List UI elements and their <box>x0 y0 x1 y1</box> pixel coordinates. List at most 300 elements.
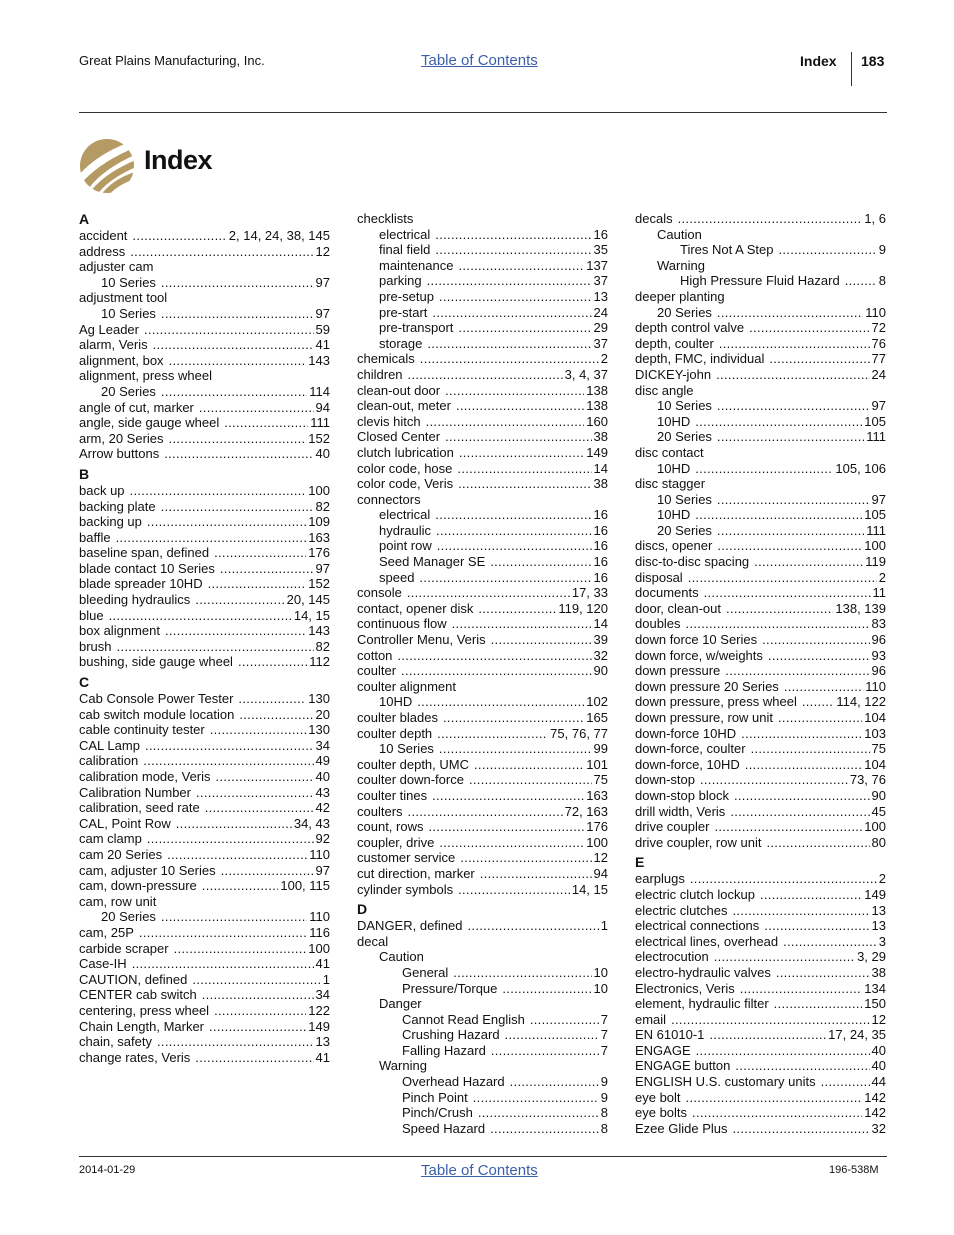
index-entry[interactable] <box>357 538 608 554</box>
index-page-refs[interactable]: 97 <box>315 560 330 576</box>
index-page-refs[interactable]: 38 <box>593 429 608 445</box>
index-page-refs[interactable]: 83 <box>871 616 886 632</box>
index-entry[interactable] <box>357 663 608 679</box>
index-entry[interactable] <box>635 507 886 523</box>
index-page-refs[interactable]: 41 <box>315 956 330 972</box>
index-entry[interactable] <box>635 242 886 258</box>
index-entry[interactable] <box>79 1050 330 1066</box>
index-page-refs[interactable]: 130 <box>308 722 330 738</box>
index-entry[interactable] <box>357 367 608 383</box>
index-page-refs[interactable]: 12 <box>315 243 330 259</box>
index-entry[interactable] <box>357 772 608 788</box>
index-entry[interactable] <box>79 483 330 499</box>
index-entry[interactable] <box>79 972 330 988</box>
index-page-refs[interactable]: 100, 115 <box>280 878 330 894</box>
index-page-refs[interactable]: 39 <box>593 632 608 648</box>
index-page-refs[interactable]: 105 <box>864 507 886 523</box>
index-page-refs[interactable]: 130 <box>308 691 330 707</box>
index-page-refs[interactable]: 97 <box>315 274 330 290</box>
index-entry[interactable] <box>635 726 886 742</box>
index-page-refs[interactable]: 12 <box>593 850 608 866</box>
index-page-refs[interactable]: 10 <box>593 980 608 996</box>
index-page-refs[interactable]: 138 <box>586 382 608 398</box>
index-page-refs[interactable]: 2 <box>878 569 886 585</box>
index-page-refs[interactable]: 40 <box>871 1058 886 1074</box>
index-page-refs[interactable]: 8 <box>600 1120 608 1136</box>
index-page-refs[interactable]: 8 <box>878 273 886 289</box>
index-page-refs[interactable]: 1, 6 <box>864 211 886 226</box>
index-page-refs[interactable]: 105 <box>864 413 886 429</box>
index-page-refs[interactable]: 44 <box>871 1074 886 1090</box>
index-page-refs[interactable]: 111 <box>310 415 330 431</box>
index-entry[interactable] <box>635 305 886 321</box>
index-page-refs[interactable]: 13 <box>315 1034 330 1050</box>
index-page-refs[interactable]: 45 <box>871 803 886 819</box>
index-page-refs[interactable]: 110 <box>309 846 330 862</box>
index-entry[interactable] <box>357 918 608 934</box>
index-page-refs[interactable]: 96 <box>871 663 886 679</box>
index-entry[interactable] <box>357 726 608 742</box>
index-page-refs[interactable]: 14, 15 <box>571 881 608 897</box>
index-entry[interactable] <box>79 987 330 1003</box>
index-page-refs[interactable]: 17, 33 <box>571 585 608 601</box>
index-page-refs[interactable]: 149 <box>308 1018 330 1034</box>
index-entry[interactable] <box>79 228 330 244</box>
index-page-refs[interactable]: 75 <box>593 772 608 788</box>
index-entry[interactable] <box>357 414 608 430</box>
index-page-refs[interactable]: 138 <box>586 398 608 414</box>
index-entry[interactable] <box>357 850 608 866</box>
index-page-refs[interactable]: 34 <box>315 737 330 753</box>
index-page-refs[interactable]: 112 <box>309 654 330 670</box>
index-entry[interactable] <box>357 866 608 882</box>
index-entry[interactable] <box>635 1074 886 1090</box>
index-page-refs[interactable]: 7 <box>600 1011 608 1027</box>
index-entry[interactable] <box>79 722 330 738</box>
index-page-refs[interactable]: 3, 29 <box>857 949 886 965</box>
index-page-refs[interactable]: 138, 139 <box>835 600 886 616</box>
index-entry[interactable] <box>635 757 886 773</box>
index-entry[interactable] <box>635 461 886 477</box>
index-entry[interactable] <box>357 476 608 492</box>
index-entry[interactable] <box>357 305 608 321</box>
index-page-refs[interactable]: 111 <box>866 429 886 445</box>
index-entry[interactable] <box>635 211 886 227</box>
index-entry[interactable] <box>635 1105 886 1121</box>
index-entry[interactable] <box>357 757 608 773</box>
index-page-refs[interactable]: 110 <box>865 304 886 320</box>
index-page-refs[interactable]: 3 <box>878 933 886 949</box>
index-entry[interactable] <box>357 1090 608 1106</box>
index-entry[interactable] <box>635 679 886 695</box>
index-page-refs[interactable]: 75 <box>871 741 886 757</box>
index-page-refs[interactable]: 59 <box>315 321 330 337</box>
index-page-refs[interactable]: 20, 145 <box>286 592 330 608</box>
index-entry[interactable] <box>635 871 886 887</box>
index-entry[interactable] <box>79 863 330 879</box>
index-entry[interactable] <box>79 1034 330 1050</box>
index-page-refs[interactable]: 8 <box>600 1105 608 1121</box>
index-page-refs[interactable]: 29 <box>593 320 608 336</box>
index-page-refs[interactable]: 100 <box>864 538 886 554</box>
index-entry[interactable] <box>635 554 886 570</box>
index-entry[interactable] <box>357 351 608 367</box>
index-page-refs[interactable]: 143 <box>308 623 330 639</box>
index-entry[interactable] <box>635 804 886 820</box>
index-entry[interactable] <box>357 289 608 305</box>
index-entry[interactable] <box>635 903 886 919</box>
index-entry[interactable] <box>357 320 608 336</box>
index-entry[interactable] <box>635 741 886 757</box>
index-page-refs[interactable]: 13 <box>871 918 886 934</box>
index-entry[interactable] <box>79 639 330 655</box>
index-entry[interactable] <box>357 429 608 445</box>
index-entry[interactable] <box>79 306 330 322</box>
index-entry[interactable] <box>635 523 886 539</box>
index-page-refs[interactable]: 35 <box>593 242 608 258</box>
index-entry[interactable] <box>357 585 608 601</box>
index-entry[interactable] <box>635 320 886 336</box>
index-page-refs[interactable]: 16 <box>593 226 608 242</box>
index-entry[interactable] <box>79 561 330 577</box>
index-entry[interactable] <box>79 415 330 431</box>
index-page-refs[interactable]: 34, 43 <box>293 815 330 831</box>
index-entry[interactable] <box>635 663 886 679</box>
index-entry[interactable] <box>79 847 330 863</box>
index-page-refs[interactable]: 97 <box>871 398 886 414</box>
index-entry[interactable] <box>79 576 330 592</box>
index-page-refs[interactable]: 42 <box>315 800 330 816</box>
index-page-refs[interactable]: 142 <box>864 1089 886 1105</box>
index-page-refs[interactable]: 72, 163 <box>564 803 608 819</box>
index-entry[interactable] <box>79 816 330 832</box>
index-page-refs[interactable]: 97 <box>315 305 330 321</box>
index-entry[interactable] <box>357 570 608 586</box>
index-page-refs[interactable]: 14, 15 <box>293 607 330 623</box>
index-entry[interactable] <box>635 538 886 554</box>
index-page-refs[interactable]: 102 <box>586 694 608 710</box>
index-page-refs[interactable]: 111 <box>866 522 886 538</box>
index-entry[interactable] <box>79 1019 330 1035</box>
index-entry[interactable] <box>79 446 330 462</box>
index-page-refs[interactable]: 143 <box>308 352 330 368</box>
index-page-refs[interactable]: 13 <box>593 288 608 304</box>
index-page-refs[interactable]: 7 <box>600 1042 608 1058</box>
index-entry[interactable] <box>357 523 608 539</box>
index-page-refs[interactable]: 100 <box>308 940 330 956</box>
index-entry[interactable] <box>357 1027 608 1043</box>
index-entry[interactable] <box>79 878 330 894</box>
index-page-refs[interactable]: 73, 76 <box>849 772 886 788</box>
index-entry[interactable] <box>79 244 330 260</box>
index-entry[interactable] <box>635 1090 886 1106</box>
index-entry[interactable] <box>635 367 886 383</box>
index-entry[interactable] <box>357 648 608 664</box>
index-page-refs[interactable]: 7 <box>600 1027 608 1043</box>
index-entry[interactable] <box>357 882 608 898</box>
index-entry[interactable] <box>357 616 608 632</box>
index-page-refs[interactable]: 100 <box>586 834 608 850</box>
index-page-refs[interactable]: 16 <box>593 538 608 554</box>
index-page-refs[interactable]: 82 <box>315 638 330 654</box>
index-page-refs[interactable]: 2, 14, 24, 38, 145 <box>228 228 330 243</box>
index-page-refs[interactable]: 24 <box>871 366 886 382</box>
index-page-refs[interactable]: 10 <box>593 964 608 980</box>
index-page-refs[interactable]: 163 <box>586 787 608 803</box>
index-entry[interactable] <box>357 1012 608 1028</box>
index-page-refs[interactable]: 97 <box>871 491 886 507</box>
index-page-refs[interactable]: 100 <box>864 819 886 835</box>
index-entry[interactable] <box>635 492 886 508</box>
footer-toc-link[interactable]: Table of Contents <box>421 1162 538 1179</box>
index-entry[interactable] <box>635 585 886 601</box>
index-page-refs[interactable]: 103 <box>864 725 886 741</box>
index-entry[interactable] <box>357 835 608 851</box>
index-entry[interactable] <box>635 1121 886 1137</box>
index-entry[interactable] <box>635 996 886 1012</box>
index-page-refs[interactable]: 16 <box>593 569 608 585</box>
index-page-refs[interactable]: 122 <box>308 1002 330 1018</box>
index-entry[interactable] <box>79 384 330 400</box>
index-entry[interactable] <box>357 710 608 726</box>
index-page-refs[interactable]: 99 <box>593 741 608 757</box>
index-entry[interactable] <box>635 601 886 617</box>
index-page-refs[interactable]: 9 <box>878 242 886 258</box>
index-entry[interactable] <box>635 616 886 632</box>
index-page-refs[interactable]: 105, 106 <box>835 460 886 476</box>
index-page-refs[interactable]: 2 <box>878 871 886 887</box>
index-entry[interactable] <box>357 507 608 523</box>
index-entry[interactable] <box>635 429 886 445</box>
index-entry[interactable] <box>635 351 886 367</box>
index-page-refs[interactable]: 119, 120 <box>558 600 608 616</box>
index-page-refs[interactable]: 94 <box>593 865 608 881</box>
index-entry[interactable] <box>635 694 886 710</box>
index-page-refs[interactable]: 134 <box>864 980 886 996</box>
index-entry[interactable] <box>79 831 330 847</box>
index-page-refs[interactable]: 40 <box>871 1042 886 1058</box>
index-entry[interactable] <box>79 707 330 723</box>
index-page-refs[interactable]: 114, 122 <box>836 694 886 710</box>
index-page-refs[interactable]: 82 <box>315 498 330 514</box>
index-page-refs[interactable]: 20 <box>315 706 330 722</box>
index-entry[interactable] <box>357 981 608 997</box>
index-page-refs[interactable]: 104 <box>864 710 886 725</box>
index-page-refs[interactable]: 14 <box>593 616 608 632</box>
index-page-refs[interactable]: 93 <box>871 647 886 663</box>
index-page-refs[interactable]: 97 <box>315 862 330 878</box>
index-page-refs[interactable]: 38 <box>593 476 608 492</box>
index-page-refs[interactable]: 38 <box>871 964 886 980</box>
index-entry[interactable] <box>79 800 330 816</box>
index-entry[interactable] <box>79 275 330 291</box>
index-entry[interactable] <box>79 925 330 941</box>
index-entry[interactable] <box>357 741 608 757</box>
index-page-refs[interactable]: 176 <box>308 545 330 561</box>
index-page-refs[interactable]: 49 <box>315 753 330 769</box>
index-page-refs[interactable]: 41 <box>315 1049 330 1065</box>
index-entry[interactable] <box>79 530 330 546</box>
index-entry[interactable] <box>635 981 886 997</box>
index-entry[interactable] <box>635 1043 886 1059</box>
index-entry[interactable] <box>635 949 886 965</box>
index-entry[interactable] <box>635 788 886 804</box>
index-page-refs[interactable]: 41 <box>315 337 330 353</box>
index-page-refs[interactable]: 149 <box>864 886 886 902</box>
index-entry[interactable] <box>635 273 886 289</box>
index-page-refs[interactable]: 119 <box>865 554 886 570</box>
index-page-refs[interactable]: 13 <box>871 902 886 918</box>
index-entry[interactable] <box>635 570 886 586</box>
index-entry[interactable] <box>79 623 330 639</box>
index-page-refs[interactable]: 152 <box>308 430 330 446</box>
index-entry[interactable] <box>357 383 608 399</box>
index-entry[interactable] <box>79 353 330 369</box>
index-entry[interactable] <box>79 400 330 416</box>
index-page-refs[interactable]: 149 <box>586 444 608 460</box>
index-entry[interactable] <box>357 694 608 710</box>
index-entry[interactable] <box>635 1027 886 1043</box>
index-page-refs[interactable]: 24 <box>593 304 608 320</box>
index-entry[interactable] <box>79 941 330 957</box>
index-entry[interactable] <box>357 601 608 617</box>
index-page-refs[interactable]: 94 <box>315 399 330 415</box>
index-entry[interactable] <box>635 1012 886 1028</box>
index-entry[interactable] <box>635 918 886 934</box>
index-entry[interactable] <box>79 1003 330 1019</box>
index-entry[interactable] <box>357 1043 608 1059</box>
index-entry[interactable] <box>635 965 886 981</box>
index-page-refs[interactable]: 32 <box>871 1120 886 1136</box>
index-entry[interactable] <box>357 336 608 352</box>
index-entry[interactable] <box>357 461 608 477</box>
index-entry[interactable] <box>635 934 886 950</box>
index-page-refs[interactable]: 142 <box>864 1105 886 1121</box>
index-entry[interactable] <box>79 592 330 608</box>
index-entry[interactable] <box>79 499 330 515</box>
index-page-refs[interactable]: 160 <box>586 413 608 429</box>
index-entry[interactable] <box>79 785 330 801</box>
index-page-refs[interactable]: 80 <box>871 834 886 850</box>
index-page-refs[interactable]: 75, 76, 77 <box>550 725 608 741</box>
index-entry[interactable] <box>357 1121 608 1137</box>
index-page-refs[interactable]: 90 <box>593 663 608 679</box>
index-page-refs[interactable]: 14 <box>593 460 608 476</box>
index-page-refs[interactable]: 114 <box>309 383 330 399</box>
index-page-refs[interactable]: 37 <box>593 335 608 351</box>
index-page-refs[interactable]: 104 <box>864 756 886 772</box>
index-page-refs[interactable]: 32 <box>593 647 608 663</box>
index-page-refs[interactable]: 96 <box>871 632 886 648</box>
index-entry[interactable] <box>635 819 886 835</box>
index-entry[interactable] <box>79 691 330 707</box>
index-page-refs[interactable]: 163 <box>308 529 330 545</box>
index-page-refs[interactable]: 101 <box>586 756 608 772</box>
index-entry[interactable] <box>79 753 330 769</box>
index-entry[interactable] <box>635 887 886 903</box>
index-page-refs[interactable]: 9 <box>600 1074 608 1090</box>
index-entry[interactable] <box>357 242 608 258</box>
index-page-refs[interactable]: 90 <box>871 787 886 803</box>
index-page-refs[interactable]: 11 <box>872 585 886 601</box>
index-entry[interactable] <box>79 322 330 338</box>
index-page-refs[interactable]: 137 <box>586 257 608 273</box>
index-entry[interactable] <box>79 545 330 561</box>
index-entry[interactable] <box>357 804 608 820</box>
index-page-refs[interactable]: 176 <box>586 819 608 835</box>
index-page-refs[interactable]: 72 <box>871 320 886 336</box>
index-page-refs[interactable]: 16 <box>593 554 608 570</box>
index-entry[interactable] <box>357 632 608 648</box>
index-entry[interactable] <box>357 273 608 289</box>
index-entry[interactable] <box>357 445 608 461</box>
index-page-refs[interactable]: 40 <box>315 769 330 784</box>
index-page-refs[interactable]: 16 <box>593 507 608 523</box>
index-entry[interactable] <box>635 772 886 788</box>
index-page-refs[interactable]: 110 <box>865 678 886 694</box>
index-page-refs[interactable]: 17, 24, 35 <box>828 1027 886 1043</box>
index-entry[interactable] <box>79 337 330 353</box>
index-page-refs[interactable]: 110 <box>309 909 330 925</box>
index-page-refs[interactable]: 92 <box>315 831 330 847</box>
index-page-refs[interactable]: 43 <box>315 784 330 800</box>
index-entry[interactable] <box>357 819 608 835</box>
index-page-refs[interactable]: 165 <box>586 710 608 725</box>
index-entry[interactable] <box>79 956 330 972</box>
index-page-refs[interactable]: 3, 4, 37 <box>564 366 608 382</box>
index-entry[interactable] <box>79 431 330 447</box>
index-entry[interactable] <box>635 632 886 648</box>
index-entry[interactable] <box>357 258 608 274</box>
index-entry[interactable] <box>357 398 608 414</box>
index-entry[interactable] <box>79 738 330 754</box>
index-page-refs[interactable]: 9 <box>600 1089 608 1105</box>
index-entry[interactable] <box>79 769 330 785</box>
index-entry[interactable] <box>79 608 330 624</box>
index-page-refs[interactable]: 1 <box>600 918 608 934</box>
index-entry[interactable] <box>357 965 608 981</box>
index-entry[interactable] <box>357 1074 608 1090</box>
index-entry[interactable] <box>635 398 886 414</box>
index-page-refs[interactable]: 77 <box>871 351 886 367</box>
index-page-refs[interactable]: 34 <box>315 987 330 1003</box>
index-entry[interactable] <box>635 710 886 726</box>
index-entry[interactable] <box>635 648 886 664</box>
index-entry[interactable] <box>357 227 608 243</box>
index-page-refs[interactable]: 100 <box>308 482 330 498</box>
index-page-refs[interactable]: 37 <box>593 273 608 289</box>
header-toc-link[interactable]: Table of Contents <box>421 52 538 69</box>
index-page-refs[interactable]: 150 <box>864 996 886 1012</box>
index-page-refs[interactable]: 12 <box>871 1011 886 1027</box>
index-page-refs[interactable]: 2 <box>600 351 608 367</box>
index-entry[interactable] <box>357 1105 608 1121</box>
index-page-refs[interactable]: 1 <box>322 971 330 987</box>
index-entry[interactable] <box>635 336 886 352</box>
index-page-refs[interactable]: 76 <box>871 335 886 351</box>
index-page-refs[interactable]: 16 <box>593 522 608 538</box>
index-page-refs[interactable]: 40 <box>315 446 330 462</box>
index-entry[interactable] <box>635 835 886 851</box>
index-page-refs[interactable]: 109 <box>308 514 330 530</box>
index-page-refs[interactable]: 152 <box>308 576 330 592</box>
index-entry[interactable] <box>635 414 886 430</box>
index-entry[interactable] <box>357 788 608 804</box>
index-entry[interactable] <box>79 654 330 670</box>
index-entry[interactable] <box>79 909 330 925</box>
index-entry[interactable] <box>79 514 330 530</box>
index-entry[interactable] <box>635 1058 886 1074</box>
